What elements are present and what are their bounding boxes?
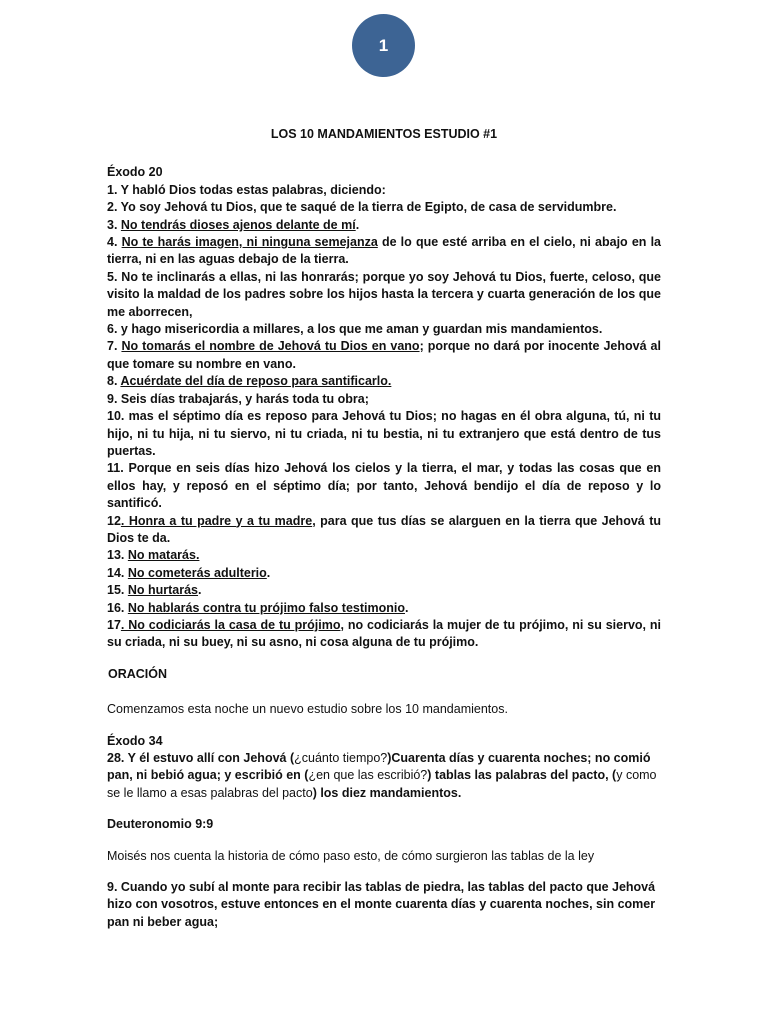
- verse-16: [107, 600, 661, 617]
- intro-text: Comenzamos esta noche un nuevo estudio sobre los 10 mandamientos.: [107, 702, 508, 717]
- document-body: [107, 126, 661, 931]
- verse-text: .: [198, 583, 202, 598]
- verse-number: 12: [107, 513, 121, 528]
- verse-17: [107, 617, 661, 652]
- verse-10: 10. mas el séptimo día es reposo para Jehová tu Dios; no hagas en él obra alguna, tú, ni tu hijo, ni tu hija, ni tu siervo, ni tu criada, ni tu bestia, ni tu extranjero que está dentro de tus puertas.: [107, 409, 661, 458]
- commandment-text: No cometerás adulterio: [127, 565, 267, 580]
- page-number-badge: [352, 14, 415, 77]
- verse-number: 15.: [107, 583, 128, 598]
- verse-text: 28. Y él estuvo allí con Jehová (: [107, 751, 295, 765]
- verse-deut-9: 9. Cuando yo subí al monte para recibir las tablas de piedra, las tablas del pacto que Jehová hizo con vosotros, estuve entonces en el monte cuarenta días y cuarenta noches, sin comer pan ni beber agua;: [107, 880, 656, 929]
- verse-text: ) tablas las palabras del pacto, (: [427, 768, 617, 783]
- commandment-text: No tendrás dioses ajenos delante de mí: [120, 217, 356, 232]
- verse-number: 3.: [107, 217, 121, 232]
- verse-6: 6. y hago misericordia a millares, a los que me aman y guardan mis mandamientos.: [107, 322, 603, 337]
- verse-number: 14.: [107, 565, 128, 580]
- commandment-text: Acuérdate del día de reposo para santificarlo.: [120, 374, 392, 389]
- verse-text: ) los diez mandamientos.: [312, 785, 462, 800]
- oracion-heading: ORACIÓN: [108, 666, 168, 681]
- verse-13: [107, 547, 661, 564]
- commandment-text: No tomarás el nombre de Jehová tu Dios en vano: [121, 339, 420, 354]
- verse-text: ; porque no dará por inocente Jehová al que tomare su nombre en vano.: [107, 339, 661, 371]
- verse-4: [107, 234, 661, 269]
- document-title: LOS 10 MANDAMIENTOS ESTUDIO #1: [270, 127, 498, 141]
- verse-14: [107, 565, 661, 582]
- verse-5: 5. No te inclinarás a ellas, ni las honrarás; porque yo soy Jehová tu Dios, fuerte, celoso, que visito la maldad de los padres sobre los hijos hasta la tercera y cuarta generación de los que me aborrecen,: [107, 269, 661, 319]
- section-heading-deuteronomio: Deuteronomio 9:9: [107, 817, 214, 832]
- verse-11: 11. Porque en seis días hizo Jehová los cielos y la tierra, el mar, y todas las cosas que en ellos hay, y reposó en el séptimo día; por tanto, Jehová bendijo el día de reposo y lo santificó.: [107, 461, 661, 511]
- verse-number: 17: [107, 617, 121, 632]
- verse-number: 13.: [107, 548, 128, 563]
- question-note: y como se le llamo a esas palabras del pacto: [107, 768, 657, 800]
- verse-text: de lo que esté arriba en el cielo, ni abajo en la tierra, ni en las aguas debajo de la tierra.: [107, 235, 662, 267]
- question-note: ¿en que las escribió?: [308, 768, 428, 783]
- commandment-text: No matarás.: [127, 548, 200, 563]
- verse-text: .: [266, 565, 271, 580]
- verse-number: 7.: [107, 339, 122, 354]
- verse-3: [107, 217, 661, 234]
- verse-text: )Cuarenta días y cuarenta noches; no comió pan, ni bebió agua; y escribió en (: [107, 751, 651, 783]
- verse-9: 9. Seis días trabajarás, y harás toda tu obra;: [107, 391, 369, 406]
- commandment-text: . Honra a tu padre y a tu madre: [120, 513, 313, 528]
- section-exodo-34: [107, 733, 661, 803]
- commandment-text: No hurtarás: [127, 583, 199, 598]
- verse-1: 1. Y habló Dios todas estas palabras, diciendo:: [107, 182, 386, 197]
- verse-number: 4.: [107, 235, 122, 250]
- verse-28: [107, 750, 661, 802]
- commandment-text: . No codiciarás la casa de tu prójimo: [120, 617, 341, 632]
- verse-2: 2. Yo soy Jehová tu Dios, que te saqué de la tierra de Egipto, de casa de servidumbre.: [107, 200, 617, 215]
- commandment-text: No hablarás contra tu prójimo falso testimonio: [127, 600, 405, 615]
- deuteronomio-note: Moisés nos cuenta la historia de cómo paso esto, de cómo surgieron las tablas de la ley: [107, 848, 595, 863]
- verse-text: , para que tus días se alarguen en la tierra que Jehová tu Dios te da.: [107, 513, 661, 545]
- question-note: ¿cuánto tiempo?: [294, 751, 388, 765]
- page-number: 1: [378, 35, 389, 55]
- commandment-text: No te harás imagen, ni ninguna semejanza: [121, 235, 378, 250]
- verse-text: .: [355, 217, 360, 232]
- verse-12: [107, 513, 661, 548]
- verse-number: 8.: [107, 374, 121, 389]
- verse-15: [107, 582, 661, 599]
- verse-text: , no codiciarás la mujer de tu prójimo, ni su siervo, ni su criada, ni su buey, ni su asno, ni cosa alguna de tu prójimo.: [107, 617, 661, 650]
- section-exodo-20: [107, 164, 661, 651]
- verse-text: .: [404, 600, 409, 615]
- verse-number: 16.: [107, 600, 128, 615]
- verse-7: [107, 338, 661, 373]
- section-heading: Éxodo 34: [107, 733, 163, 748]
- verse-8: [107, 373, 661, 390]
- section-heading: Éxodo 20: [107, 165, 163, 180]
